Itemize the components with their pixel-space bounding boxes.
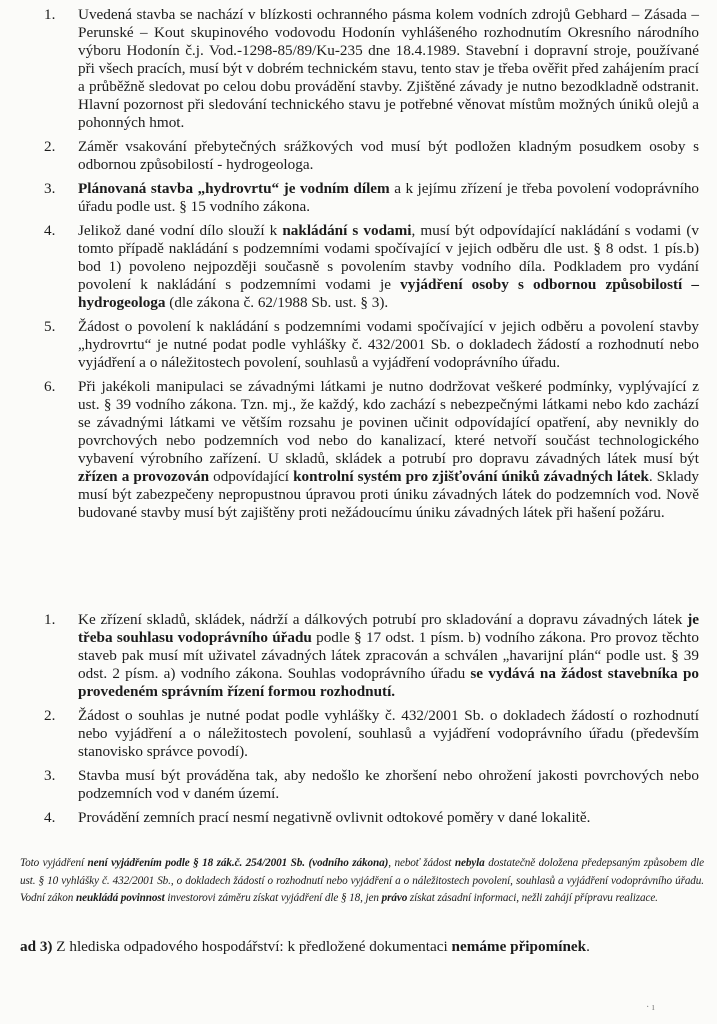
list-item xyxy=(0,378,717,522)
list-item xyxy=(0,809,717,827)
text-run: dostatečně doložena předepsaným způsobem dle ust. § 10 vyhlášky č. 432/2001 Sb., o dokladech žádostí o rozhodnutí nebo vyjádření a o náležitostech povolení, souhlasů a vyjádření vodoprávního úřadu. Vodní zákon xyxy=(20,857,704,904)
text-run: , musí být odpovídající nakládání s vodami (v tomto případě nakládání s podzemními vodami spočívající v jejich odběru dle ust. § 8 odst. 1 pís.b) bod 1) povoleno nejpozději současně s povolením stavby vodního díla. Podkladem pro vydání povolení k nakládání s podzemními vodami je xyxy=(78,222,699,293)
bold-text-run: nakládání s vodami xyxy=(282,222,412,239)
text-run: Provádění zemních prací nesmí negativně ovlivnit odtokové poměry v dané lokalitě. xyxy=(78,809,591,826)
bold-text-run: právo xyxy=(381,892,408,904)
page-corner-mark: · ı xyxy=(646,1002,655,1013)
text-run: Toto vyjádření xyxy=(20,857,88,869)
list-item-text xyxy=(78,611,699,701)
bold-text-run: kontrolní systém pro zjišťování úniků závadných látek xyxy=(293,468,649,485)
list-item-number: 1. xyxy=(44,611,56,628)
bold-text-run: vyjádření osoby s odbornou způsobilostí – hydrogeologa xyxy=(78,276,699,311)
bold-text-run: je třeba souhlasu vodoprávního úřadu xyxy=(78,611,699,646)
text-run: (dle zákona č. 62/1988 Sb. ust. § 3). xyxy=(165,294,389,311)
text-run: . Sklady musí být zabezpečeny nepropustnou úpravou proti úniku závadných látek do podzemních vod. Nově budované stavby musí být zajištěny proti nežádoucímu úniku závadných látek při hašení požáru. xyxy=(78,468,699,521)
list-item xyxy=(0,180,717,216)
text-run: a k jejímu zřízení je třeba povolení vodoprávního úřadu podle ust. § 15 vodního zákona. xyxy=(78,180,700,215)
conditions-list-b xyxy=(0,611,717,827)
list-item-text xyxy=(78,6,699,132)
bold-text-run: ad 3) xyxy=(20,938,53,955)
text-run: , neboť žádost xyxy=(388,857,455,869)
list-item-text xyxy=(78,138,699,174)
list-item xyxy=(0,6,717,132)
text-run: Uvedená stavba se nachází v blízkosti ochranného pásma kolem vodních zdrojů Gebhard – Zásada – Perunské – Kout skupinového vodovodu Hodonín vyhlášeného rozhodnutím Okresního národního výboru Hodonín č.j. Vod.-1298-85/89/Ku-235 dne 18.4.1989. Stavební i dopravní stroje, používané při všech pracích, musí být v dobrém technickém stavu, tento stav je třeba ověřit před zahájením prací a průběžně sledovat po celou dobu provádění stavby. Zjištěné závady je nutno bezodkladně odstranit. Hlavní pozornost při sledování technického stavu je potřebné věnovat místům možných úniků olejů a pohonných hmot. xyxy=(78,6,699,131)
list-item-text xyxy=(78,767,699,803)
text-run: získat zásadní informaci, nežli zahájí přípravu realizace. xyxy=(407,892,658,904)
list-item-number: 1. xyxy=(44,6,56,23)
list-item-number: 6. xyxy=(44,378,56,395)
list-item xyxy=(0,707,717,761)
text-run: podle § 17 odst. 1 písm. b) vodního zákona. Pro provoz těchto staveb pak musí mít uživatel závadných látek zpracován a schválen „havarijní plán“ podle ust. § 39 odst. 2 písm. a) vodního zákona. Souhlas vodoprávního úřadu xyxy=(78,629,699,682)
list-item-text xyxy=(78,378,699,522)
list-item-text xyxy=(78,707,699,761)
legal-note xyxy=(20,855,704,908)
text-run: investorovi záměru získat vyjádření dle § 18, jen xyxy=(164,892,382,904)
list-item xyxy=(0,222,717,312)
list-item-text xyxy=(78,809,699,827)
list-item xyxy=(0,318,717,372)
list-item-number: 4. xyxy=(44,809,56,826)
bold-text-run: Plánovaná stavba „hydrovrtu“ je vodním dílem xyxy=(78,180,390,197)
bold-text-run: není vyjádřením podle § 18 zák.č. 254/2001 Sb. (vodního zákona) xyxy=(87,857,389,869)
list-item-text xyxy=(78,180,699,216)
text-run: Ke zřízení skladů, skládek, nádrží a dálkových potrubí pro skladování a dopravu závadných látek xyxy=(78,611,688,628)
text-run: . xyxy=(586,938,590,955)
waste-management-statement xyxy=(20,938,710,956)
list-item-text xyxy=(78,222,699,312)
list-item xyxy=(0,611,717,701)
bold-text-run: nebyla xyxy=(454,857,485,869)
text-run: Jelikož dané vodní dílo slouží k xyxy=(78,222,283,239)
list-item-number: 5. xyxy=(44,318,56,335)
list-item-number: 3. xyxy=(44,180,56,197)
list-item-text xyxy=(78,318,699,372)
text-run: odpovídající xyxy=(209,468,294,485)
bold-text-run: neukládá povinnost xyxy=(75,892,165,904)
bold-text-run: nemáme připomínek xyxy=(451,938,587,955)
text-run: Záměr vsakování přebytečných srážkových vod musí být podložen kladným posudkem osoby s odbornou způsobilostí - hydrogeologa. xyxy=(78,138,699,173)
list-item-number: 4. xyxy=(44,222,56,239)
bold-text-run: zřízen a provozován xyxy=(78,468,210,485)
text-run: Při jakékoli manipulaci se závadnými látkami je nutno dodržovat veškeré podmínky, vyplývající z ust. § 39 vodního zákona. Tzn. mj., že každý, kdo zachází s nebezpečnými látkami nebo kdo zachází se závadnými látkami ve větším rozsahu je povinen učinit odpovídající opatření, aby nevnikly do povrchových nebo podzemních vod nebo do kanalizací, které netvoří součást technologického vybavení výrobního zařízení. U skladů, skládek a potrubí pro dopravu závadných látek musí být xyxy=(78,378,699,467)
list-item-number: 3. xyxy=(44,767,56,784)
bold-text-run: se vydává na žádost stavebníka po provedeném správním řízení formou rozhodnutí. xyxy=(78,665,699,700)
list-item xyxy=(0,767,717,803)
conditions-list-a xyxy=(0,6,717,522)
list-item xyxy=(0,138,717,174)
list-item-number: 2. xyxy=(44,138,56,155)
text-run: Žádost o povolení k nakládání s podzemními vodami spočívající v jejich odběru a povolení stavby „hydrovrtu“ je nutné podat podle vyhlášky č. 432/2001 Sb. o dokladech žádostí a rozhodnutí nebo vyjádření a o náležitostech povolení, souhlasů a vyjádření vodoprávního úřadu. xyxy=(78,318,699,371)
text-run: Z hlediska odpadového hospodářství: k předložené dokumentaci xyxy=(52,938,452,955)
text-run: Žádost o souhlas je nutné podat podle vyhlášky č. 432/2001 Sb. o dokladech žádostí o rozhodnutí nebo vyjádření a o náležitostech povolení, souhlasů a vyjádření vodoprávního úřadu (především stanovisko správce povodí). xyxy=(78,707,699,760)
text-run: Stavba musí být prováděna tak, aby nedošlo ke zhoršení nebo ohrožení jakosti povrchových nebo podzemních vod v daném území. xyxy=(78,767,699,802)
list-item-number: 2. xyxy=(44,707,56,724)
